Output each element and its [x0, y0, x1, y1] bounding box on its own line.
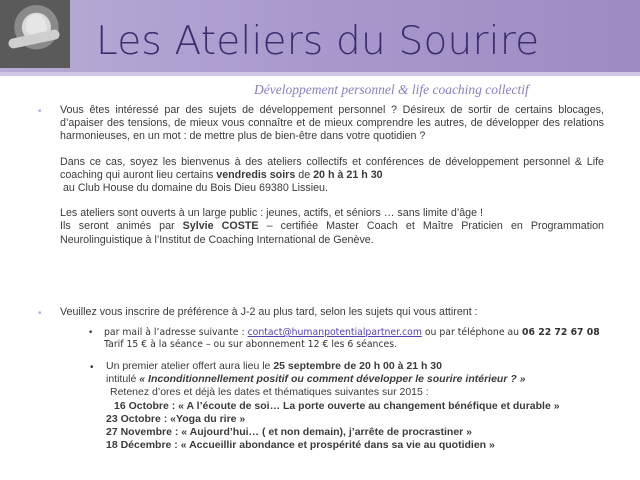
contact-phone-prefix: ou par téléphone au	[421, 327, 523, 338]
intro-p2-hours: 20 h à 21 h 30	[313, 168, 383, 181]
program-line1-text: Un premier atelier offert aura lieu le	[106, 360, 274, 372]
intro-p2-text-b: de	[295, 168, 314, 181]
program-line-2	[106, 373, 606, 386]
bullet-icon: •	[38, 106, 42, 117]
session-item: 27 Novembre : « Aujourd’hui… ( et non demain), j’arrête de procrastiner »	[106, 426, 473, 439]
email-link[interactable]: contact@humanpotentialpartner.com	[247, 327, 422, 338]
program-line-1	[106, 360, 606, 373]
bullet-icon: •	[38, 308, 42, 319]
tarif-line: Tarif 15 € à la séance – ou sur abonnement 12 € les 6 séances.	[104, 339, 398, 350]
intro-p3-name: Sylvie COSTE	[182, 220, 259, 233]
intro-p2-location: au Club House du domaine du Bois Dieu 69380 Lissieu.	[62, 182, 328, 195]
intro-section	[38, 104, 604, 247]
portrait-photo	[0, 0, 70, 68]
header-divider	[0, 72, 640, 76]
intro-paragraph-2	[60, 156, 604, 196]
contact-item	[88, 327, 608, 351]
intro-paragraph-3	[60, 207, 604, 247]
register-text: Veuillez vous inscrire de préférence à J-2 au plus tard, selon les sujets qui vous attirent :	[60, 306, 478, 318]
program-first-date: 25 septembre de 20 h 00 à 21 h 30	[273, 360, 442, 372]
phone-number: 06 22 72 67 08	[522, 327, 600, 338]
program-first-title: « Inconditionnellement positif ou comment développer le sourire intérieur ? »	[139, 373, 526, 386]
contact-line	[104, 327, 608, 339]
bullet-icon: •	[88, 328, 94, 338]
program-section	[90, 360, 606, 452]
page-subtitle: Développement personnel & life coaching collectif	[254, 82, 529, 97]
intro-paragraph-1: Vous êtes intéressé par des sujets de développement personnel ? Désireux de sortir de certains blocages, d’apaiser des tensions, de mieux vous connaître et de mieux comprendre les autres, de développer des relations harmonieuses, en un mot : de mettre plus de bien-être dans votre quotidien ?	[60, 104, 604, 143]
session-item: 18 Décembre : « Accueillir abondance et prospérité dans sa vie au quotidien »	[106, 439, 495, 452]
page-title: Les Ateliers du Sourire	[96, 19, 540, 64]
intro-p2-days: vendredis soirs	[216, 168, 296, 181]
contact-mail-prefix: par mail à l’adresse suivante :	[104, 327, 248, 338]
program-line-3: Retenez d’ores et déjà les dates et thématiques suivantes sur 2015 :	[110, 386, 429, 399]
session-item: 23 Octobre : «Yoga du rire »	[106, 412, 246, 425]
register-section	[38, 306, 604, 319]
program-line2-text: intitulé	[106, 373, 140, 386]
intro-p3-text-b: – certifiée Master Coach et Maître Praticien en Programmation Neurolinguistique à l’Institut de Coaching International de Genève.	[60, 220, 604, 246]
bullet-icon: •	[90, 362, 94, 373]
intro-p2-text: Dans ce cas, soyez les bienvenus à des ateliers collectifs et conférences de développement personnel & Life coaching qui auront lieu certains	[60, 155, 604, 181]
intro-p3-text: Ils seront animés par	[60, 220, 183, 233]
session-item: 16 Octobre : « A l’écoute de soi… La porte ouverte au changement bénéfique et durable »	[114, 399, 560, 412]
intro-p3-line1: Les ateliers sont ouverts à un large public : jeunes, actifs, et séniors … sans limite d’âge !	[60, 207, 483, 220]
